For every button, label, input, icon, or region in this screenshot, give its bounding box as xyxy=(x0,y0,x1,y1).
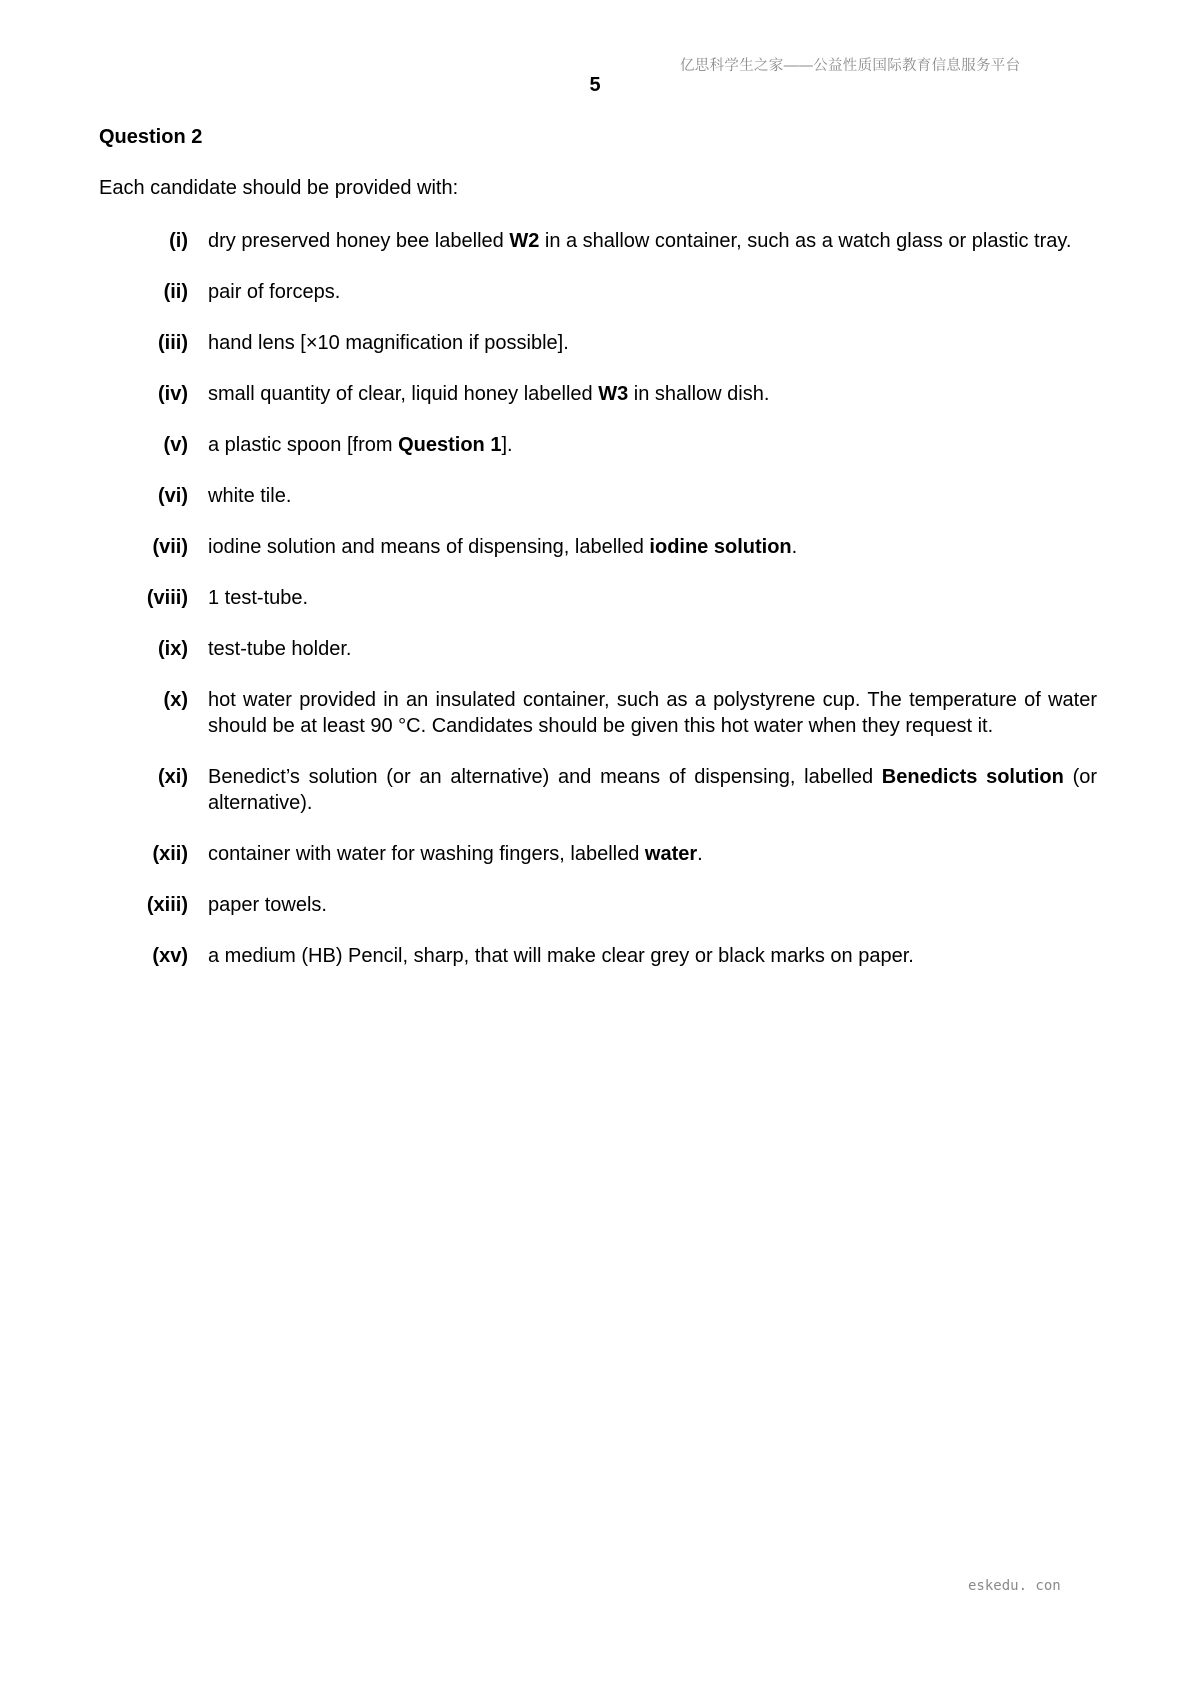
text-run: . xyxy=(697,843,703,865)
text-run: a plastic spoon [from xyxy=(208,434,399,456)
item-number: (iv) xyxy=(158,383,188,405)
list-item xyxy=(140,687,1097,739)
item-text xyxy=(208,585,1097,611)
list-item xyxy=(140,892,1097,918)
item-text xyxy=(208,892,1097,918)
item-text xyxy=(208,534,1097,560)
bold-label: iodine solution xyxy=(649,536,792,558)
list-item xyxy=(140,381,1097,407)
item-number: (vii) xyxy=(152,536,188,558)
list-item xyxy=(140,841,1097,867)
list-item xyxy=(140,585,1097,611)
item-number: (viii) xyxy=(146,587,188,609)
item-number: (v) xyxy=(163,434,188,456)
text-run: iodine solution and means of dispensing, labelled xyxy=(208,536,650,558)
question-title: Question 2 xyxy=(99,126,203,148)
item-number: (ix) xyxy=(158,638,188,660)
text-run: small quantity of clear, liquid honey labelled xyxy=(208,383,599,405)
item-text xyxy=(208,483,1097,509)
text-run: ]. xyxy=(501,434,513,456)
bold-label: water xyxy=(644,843,698,865)
text-run: paper towels. xyxy=(208,894,327,916)
item-number: (xv) xyxy=(152,945,188,967)
list-item xyxy=(140,636,1097,662)
text-run: dry preserved honey bee labelled xyxy=(208,230,510,252)
text-run: in shallow dish. xyxy=(628,383,770,405)
text-run: white tile. xyxy=(208,485,292,507)
bold-label: W2 xyxy=(509,230,540,252)
item-number: (xiii) xyxy=(146,894,188,916)
item-text xyxy=(208,841,1097,867)
item-number: (xii) xyxy=(152,843,188,865)
item-number: (ii) xyxy=(163,281,188,303)
bold-label: Benedicts solution xyxy=(881,766,1064,788)
list-item xyxy=(140,432,1097,458)
bold-label: W3 xyxy=(598,383,629,405)
text-run: hand lens [×10 magnification if possible]. xyxy=(208,332,569,354)
list-item xyxy=(140,330,1097,356)
list-item xyxy=(140,228,1097,254)
intro-text: Each candidate should be provided with: xyxy=(99,177,459,199)
item-text xyxy=(208,687,1097,739)
text-run: in a shallow container, such as a watch glass or plastic tray. xyxy=(539,230,1072,252)
item-number: (iii) xyxy=(158,332,188,354)
item-text xyxy=(208,381,1097,407)
list-item xyxy=(140,534,1097,560)
materials-list xyxy=(140,228,1097,994)
watermark-footer: eskedu. con xyxy=(968,1578,1061,1594)
bold-label: Question 1 xyxy=(398,434,502,456)
item-text xyxy=(208,764,1097,816)
item-number: (i) xyxy=(169,230,188,252)
item-number: (xi) xyxy=(158,766,188,788)
item-text xyxy=(208,228,1097,254)
item-text xyxy=(208,432,1097,458)
list-item xyxy=(140,279,1097,305)
text-run: Benedict’s solution (or an alternative) and means of dispensing, labelled xyxy=(208,766,882,788)
text-run: test-tube holder. xyxy=(208,638,352,660)
list-item xyxy=(140,764,1097,816)
text-run: 1 test-tube. xyxy=(208,587,309,609)
item-text xyxy=(208,636,1097,662)
text-run: hot water provided in an insulated container, such as a polystyrene cup. The temperature of water should be at least 90 °C. Candidates should be given this hot water when they request it. xyxy=(208,689,1097,737)
item-text xyxy=(208,279,1097,305)
list-item xyxy=(140,483,1097,509)
page-number: 5 xyxy=(589,74,601,96)
watermark-header: 亿思科学生之家——公益性质国际教育信息服务平台 xyxy=(680,58,1021,74)
item-number: (vi) xyxy=(158,485,188,507)
item-text xyxy=(208,943,1097,969)
text-run: a medium (HB) Pencil, sharp, that will make clear grey or black marks on paper. xyxy=(208,945,914,967)
text-run: pair of forceps. xyxy=(208,281,341,303)
list-item xyxy=(140,943,1097,969)
item-text xyxy=(208,330,1097,356)
text-run: (or alternative). xyxy=(208,766,1098,814)
text-run: container with water for washing fingers, labelled xyxy=(208,843,645,865)
item-number: (x) xyxy=(163,689,188,711)
text-run: . xyxy=(791,536,798,558)
